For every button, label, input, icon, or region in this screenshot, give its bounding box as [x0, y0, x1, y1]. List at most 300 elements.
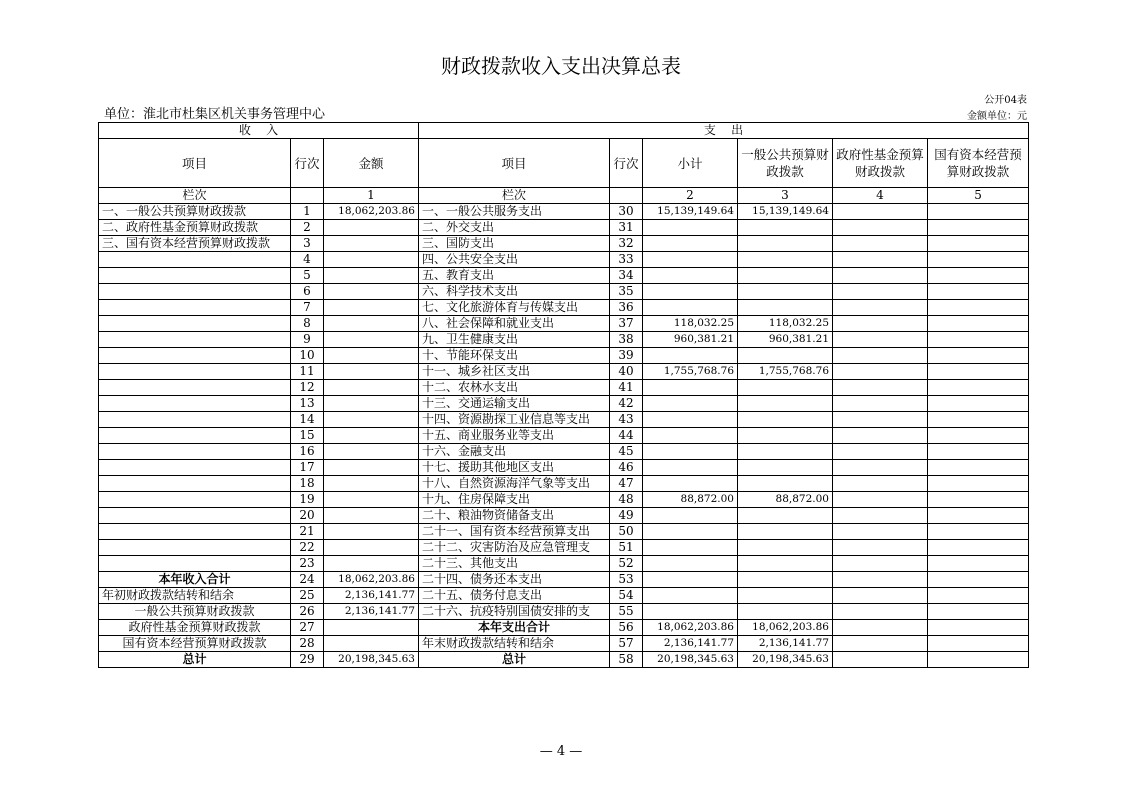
expense-row-no: 41 — [610, 380, 643, 396]
expense-general-budget: 960,381.21 — [738, 332, 833, 348]
table-row — [99, 444, 1029, 460]
income-item — [99, 540, 291, 556]
income-item: 一、一般公共预算财政拨款 — [99, 204, 291, 220]
expense-row-no: 47 — [610, 476, 643, 492]
expense-row-no: 34 — [610, 268, 643, 284]
expense-subtotal: 20,198,345.63 — [643, 652, 738, 668]
expense-state-capital — [928, 380, 1029, 396]
expense-row-no: 37 — [610, 316, 643, 332]
table-row — [99, 572, 1029, 588]
income-amount — [324, 332, 419, 348]
table-row — [99, 540, 1029, 556]
income-amount — [324, 220, 419, 236]
expense-state-capital — [928, 428, 1029, 444]
expense-subtotal — [643, 444, 738, 460]
expense-state-capital — [928, 508, 1029, 524]
state-capital-header: 国有资本经营预算财政拨款 — [928, 139, 1029, 188]
expense-gov-fund — [833, 556, 928, 572]
expense-general-budget — [738, 604, 833, 620]
income-row-no: 20 — [291, 508, 324, 524]
expense-item: 九、卫生健康支出 — [419, 332, 610, 348]
expense-row-no: 42 — [610, 396, 643, 412]
expense-subtotal — [643, 220, 738, 236]
expense-gov-fund — [833, 268, 928, 284]
col-2: 2 — [643, 188, 738, 204]
expense-row-no: 46 — [610, 460, 643, 476]
expense-item: 年末财政拨款结转和结余 — [419, 636, 610, 652]
table-row — [99, 620, 1029, 636]
budget-table — [98, 122, 1029, 668]
expense-item: 十九、住房保障支出 — [419, 492, 610, 508]
expense-item: 十五、商业服务业等支出 — [419, 428, 610, 444]
expense-item: 二十、粮油物资储备支出 — [419, 508, 610, 524]
expense-item: 二十四、债务还本支出 — [419, 572, 610, 588]
expense-subtotal — [643, 412, 738, 428]
expense-item: 八、社会保障和就业支出 — [419, 316, 610, 332]
expense-row-no: 49 — [610, 508, 643, 524]
expense-gov-fund — [833, 204, 928, 220]
income-amount — [324, 508, 419, 524]
expense-row-no: 36 — [610, 300, 643, 316]
expense-state-capital — [928, 540, 1029, 556]
income-row-no: 18 — [291, 476, 324, 492]
expense-gov-fund — [833, 588, 928, 604]
income-item — [99, 316, 291, 332]
income-item — [99, 428, 291, 444]
expense-general-budget — [738, 428, 833, 444]
expense-state-capital — [928, 396, 1029, 412]
expense-general-budget — [738, 396, 833, 412]
expense-gov-fund — [833, 636, 928, 652]
income-amount: 2,136,141.77 — [324, 604, 419, 620]
expense-item: 二十二、灾害防治及应急管理支 — [419, 540, 610, 556]
expense-general-budget: 20,198,345.63 — [738, 652, 833, 668]
expense-gov-fund — [833, 252, 928, 268]
income-item: 政府性基金预算财政拨款 — [99, 620, 291, 636]
expense-item: 一、一般公共服务支出 — [419, 204, 610, 220]
table-row — [99, 476, 1029, 492]
income-item — [99, 396, 291, 412]
form-number: 公开04表 — [984, 95, 1027, 106]
item2-header: 项目 — [419, 139, 610, 188]
income-row-no: 29 — [291, 652, 324, 668]
expense-general-budget: 18,062,203.86 — [738, 620, 833, 636]
expense-header: 支 出 — [419, 123, 1029, 139]
expense-state-capital — [928, 348, 1029, 364]
expense-row-no: 39 — [610, 348, 643, 364]
income-item: 二、政府性基金预算财政拨款 — [99, 220, 291, 236]
expense-row-no: 51 — [610, 540, 643, 556]
expense-subtotal — [643, 556, 738, 572]
expense-gov-fund — [833, 396, 928, 412]
expense-row-no: 53 — [610, 572, 643, 588]
income-item — [99, 508, 291, 524]
column-index-row — [99, 188, 1029, 204]
expense-state-capital — [928, 300, 1029, 316]
expense-state-capital — [928, 332, 1029, 348]
expense-subtotal — [643, 252, 738, 268]
income-row-no: 9 — [291, 332, 324, 348]
income-amount — [324, 412, 419, 428]
table-row — [99, 268, 1029, 284]
income-item — [99, 524, 291, 540]
expense-general-budget — [738, 476, 833, 492]
expense-gov-fund — [833, 236, 928, 252]
income-amount — [324, 284, 419, 300]
expense-general-budget — [738, 588, 833, 604]
expense-general-budget — [738, 252, 833, 268]
income-row-no: 3 — [291, 236, 324, 252]
expense-row-no: 30 — [610, 204, 643, 220]
expense-general-budget — [738, 524, 833, 540]
col-1: 1 — [324, 188, 419, 204]
expense-row-no: 54 — [610, 588, 643, 604]
expense-general-budget — [738, 444, 833, 460]
expense-gov-fund — [833, 572, 928, 588]
expense-item: 十七、援助其他地区支出 — [419, 460, 610, 476]
expense-general-budget — [738, 572, 833, 588]
expense-general-budget — [738, 348, 833, 364]
expense-general-budget: 88,872.00 — [738, 492, 833, 508]
expense-row-no: 57 — [610, 636, 643, 652]
income-amount — [324, 460, 419, 476]
income-row-no: 4 — [291, 252, 324, 268]
expense-general-budget — [738, 412, 833, 428]
table-row — [99, 348, 1029, 364]
expense-subtotal: 118,032.25 — [643, 316, 738, 332]
expense-row-no: 44 — [610, 428, 643, 444]
amount-header: 金额 — [324, 139, 419, 188]
table-row — [99, 284, 1029, 300]
expense-gov-fund — [833, 524, 928, 540]
expense-item: 二十一、国有资本经营预算支出 — [419, 524, 610, 540]
col-5: 5 — [928, 188, 1029, 204]
income-amount — [324, 524, 419, 540]
income-row-no: 13 — [291, 396, 324, 412]
table-row — [99, 252, 1029, 268]
income-row-no: 24 — [291, 572, 324, 588]
expense-subtotal: 1,755,768.76 — [643, 364, 738, 380]
table-row — [99, 460, 1029, 476]
income-item — [99, 460, 291, 476]
table-row — [99, 492, 1029, 508]
income-amount — [324, 492, 419, 508]
income-amount — [324, 396, 419, 412]
table-row — [99, 556, 1029, 572]
expense-item: 二、外交支出 — [419, 220, 610, 236]
expense-row-no: 55 — [610, 604, 643, 620]
table-row — [99, 204, 1029, 220]
expense-general-budget — [738, 300, 833, 316]
expense-state-capital — [928, 572, 1029, 588]
expense-gov-fund — [833, 540, 928, 556]
expense-state-capital — [928, 268, 1029, 284]
expense-general-budget: 1,755,768.76 — [738, 364, 833, 380]
expense-gov-fund — [833, 332, 928, 348]
expense-gov-fund — [833, 412, 928, 428]
expense-item: 总计 — [419, 652, 610, 668]
expense-state-capital — [928, 492, 1029, 508]
income-row-no: 27 — [291, 620, 324, 636]
expense-gov-fund — [833, 604, 928, 620]
expense-item: 二十六、抗疫特别国债安排的支 — [419, 604, 610, 620]
income-item — [99, 444, 291, 460]
income-amount — [324, 556, 419, 572]
income-item — [99, 556, 291, 572]
expense-row-no: 38 — [610, 332, 643, 348]
expense-subtotal — [643, 380, 738, 396]
section-header-row — [99, 123, 1029, 139]
expense-subtotal — [643, 524, 738, 540]
expense-general-budget: 118,032.25 — [738, 316, 833, 332]
income-amount — [324, 636, 419, 652]
money-unit: 金额单位：元 — [967, 111, 1027, 122]
expense-item: 十六、金融支出 — [419, 444, 610, 460]
expense-subtotal: 2,136,141.77 — [643, 636, 738, 652]
expense-subtotal — [643, 604, 738, 620]
income-item — [99, 364, 291, 380]
page-title: 财政拨款收入支出决算总表 — [441, 54, 681, 78]
expense-subtotal: 18,062,203.86 — [643, 620, 738, 636]
expense-gov-fund — [833, 348, 928, 364]
income-item — [99, 332, 291, 348]
expense-subtotal — [643, 460, 738, 476]
expense-item: 二十三、其他支出 — [419, 556, 610, 572]
table-row — [99, 236, 1029, 252]
expense-subtotal — [643, 588, 738, 604]
row-no-header: 行次 — [291, 139, 324, 188]
income-row-no: 22 — [291, 540, 324, 556]
expense-gov-fund — [833, 444, 928, 460]
income-amount — [324, 620, 419, 636]
expense-general-budget — [738, 284, 833, 300]
expense-state-capital — [928, 524, 1029, 540]
income-amount — [324, 268, 419, 284]
expense-state-capital — [928, 316, 1029, 332]
income-row-no: 16 — [291, 444, 324, 460]
income-amount: 2,136,141.77 — [324, 588, 419, 604]
item-header: 项目 — [99, 139, 291, 188]
income-row-no: 8 — [291, 316, 324, 332]
income-amount: 20,198,345.63 — [324, 652, 419, 668]
income-amount — [324, 300, 419, 316]
expense-subtotal — [643, 428, 738, 444]
expense-item: 七、文化旅游体育与传媒支出 — [419, 300, 610, 316]
expense-gov-fund — [833, 508, 928, 524]
expense-item: 十、节能环保支出 — [419, 348, 610, 364]
expense-subtotal — [643, 236, 738, 252]
expense-general-budget — [738, 460, 833, 476]
income-amount: 18,062,203.86 — [324, 572, 419, 588]
income-row-no: 19 — [291, 492, 324, 508]
income-item — [99, 300, 291, 316]
expense-state-capital — [928, 236, 1029, 252]
expense-state-capital — [928, 476, 1029, 492]
expense-item: 十一、城乡社区支出 — [419, 364, 610, 380]
unit-label: 单位：淮北市杜集区机关事务管理中心 — [104, 107, 326, 122]
income-row-no: 6 — [291, 284, 324, 300]
expense-state-capital — [928, 252, 1029, 268]
expense-row-no: 43 — [610, 412, 643, 428]
expense-state-capital — [928, 652, 1029, 668]
expense-general-budget — [738, 236, 833, 252]
table-row — [99, 380, 1029, 396]
expense-state-capital — [928, 636, 1029, 652]
expense-state-capital — [928, 204, 1029, 220]
income-row-no: 25 — [291, 588, 324, 604]
income-item — [99, 476, 291, 492]
expense-subtotal — [643, 284, 738, 300]
col-3: 3 — [738, 188, 833, 204]
expense-subtotal — [643, 396, 738, 412]
income-amount — [324, 444, 419, 460]
table-row — [99, 588, 1029, 604]
expense-subtotal — [643, 476, 738, 492]
col-label2: 栏次 — [419, 188, 610, 204]
income-row-no: 23 — [291, 556, 324, 572]
table-row — [99, 604, 1029, 620]
expense-gov-fund — [833, 476, 928, 492]
row-no2-header: 行次 — [610, 139, 643, 188]
expense-subtotal — [643, 348, 738, 364]
expense-subtotal — [643, 268, 738, 284]
expense-subtotal — [643, 508, 738, 524]
expense-subtotal: 88,872.00 — [643, 492, 738, 508]
table-row — [99, 524, 1029, 540]
table-row — [99, 652, 1029, 668]
income-header: 收 入 — [99, 123, 419, 139]
expense-item: 五、教育支出 — [419, 268, 610, 284]
expense-subtotal — [643, 572, 738, 588]
expense-gov-fund — [833, 364, 928, 380]
expense-item: 十二、农林水支出 — [419, 380, 610, 396]
expense-state-capital — [928, 364, 1029, 380]
expense-item: 十三、交通运输支出 — [419, 396, 610, 412]
general-budget-header: 一般公共预算财政拨款 — [738, 139, 833, 188]
income-item — [99, 348, 291, 364]
expense-state-capital — [928, 460, 1029, 476]
income-row-no: 21 — [291, 524, 324, 540]
expense-row-no: 31 — [610, 220, 643, 236]
expense-row-no: 48 — [610, 492, 643, 508]
income-row-no: 1 — [291, 204, 324, 220]
table-row — [99, 412, 1029, 428]
expense-general-budget: 2,136,141.77 — [738, 636, 833, 652]
expense-subtotal — [643, 540, 738, 556]
income-item — [99, 268, 291, 284]
income-item — [99, 380, 291, 396]
income-row-no: 17 — [291, 460, 324, 476]
expense-gov-fund — [833, 652, 928, 668]
income-row-no: 10 — [291, 348, 324, 364]
expense-gov-fund — [833, 300, 928, 316]
income-item — [99, 252, 291, 268]
table-row — [99, 636, 1029, 652]
expense-general-budget — [738, 508, 833, 524]
table-row — [99, 428, 1029, 444]
table-row — [99, 508, 1029, 524]
expense-state-capital — [928, 412, 1029, 428]
expense-state-capital — [928, 604, 1029, 620]
income-row-no: 15 — [291, 428, 324, 444]
income-item: 年初财政拨款结转和结余 — [99, 588, 291, 604]
expense-item: 二十五、债务付息支出 — [419, 588, 610, 604]
income-item: 本年收入合计 — [99, 572, 291, 588]
income-amount — [324, 380, 419, 396]
expense-state-capital — [928, 556, 1029, 572]
expense-row-no: 56 — [610, 620, 643, 636]
expense-general-budget — [738, 220, 833, 236]
expense-row-no: 45 — [610, 444, 643, 460]
income-amount — [324, 348, 419, 364]
subtotal-header: 小计 — [643, 139, 738, 188]
col-4: 4 — [833, 188, 928, 204]
income-item: 一般公共预算财政拨款 — [99, 604, 291, 620]
income-row-no: 7 — [291, 300, 324, 316]
table-row — [99, 316, 1029, 332]
expense-state-capital — [928, 444, 1029, 460]
income-item: 总计 — [99, 652, 291, 668]
expense-gov-fund — [833, 428, 928, 444]
income-item — [99, 284, 291, 300]
income-item: 国有资本经营预算财政拨款 — [99, 636, 291, 652]
income-amount: 18,062,203.86 — [324, 204, 419, 220]
table-row — [99, 332, 1029, 348]
expense-gov-fund — [833, 460, 928, 476]
expense-state-capital — [928, 620, 1029, 636]
expense-row-no: 50 — [610, 524, 643, 540]
expense-subtotal — [643, 300, 738, 316]
expense-row-no: 52 — [610, 556, 643, 572]
income-item — [99, 412, 291, 428]
table-row — [99, 300, 1029, 316]
income-amount — [324, 316, 419, 332]
income-amount — [324, 252, 419, 268]
expense-state-capital — [928, 220, 1029, 236]
income-row-no: 11 — [291, 364, 324, 380]
col-label: 栏次 — [99, 188, 291, 204]
income-amount — [324, 476, 419, 492]
expense-item: 四、公共安全支出 — [419, 252, 610, 268]
income-item — [99, 492, 291, 508]
expense-item: 六、科学技术支出 — [419, 284, 610, 300]
expense-general-budget — [738, 380, 833, 396]
expense-general-budget — [738, 556, 833, 572]
expense-gov-fund — [833, 380, 928, 396]
income-amount — [324, 540, 419, 556]
expense-gov-fund — [833, 220, 928, 236]
income-row-no: 12 — [291, 380, 324, 396]
expense-item: 三、国防支出 — [419, 236, 610, 252]
income-row-no: 26 — [291, 604, 324, 620]
expense-row-no: 58 — [610, 652, 643, 668]
income-amount — [324, 236, 419, 252]
income-row-no: 2 — [291, 220, 324, 236]
expense-general-budget — [738, 540, 833, 556]
income-item: 三、国有资本经营预算财政拨款 — [99, 236, 291, 252]
expense-state-capital — [928, 588, 1029, 604]
expense-general-budget — [738, 268, 833, 284]
expense-item: 本年支出合计 — [419, 620, 610, 636]
expense-gov-fund — [833, 316, 928, 332]
table-row — [99, 220, 1029, 236]
income-row-no: 14 — [291, 412, 324, 428]
income-row-no: 5 — [291, 268, 324, 284]
income-amount — [324, 364, 419, 380]
table-row — [99, 396, 1029, 412]
expense-subtotal: 15,139,149.64 — [643, 204, 738, 220]
gov-fund-header: 政府性基金预算财政拨款 — [833, 139, 928, 188]
